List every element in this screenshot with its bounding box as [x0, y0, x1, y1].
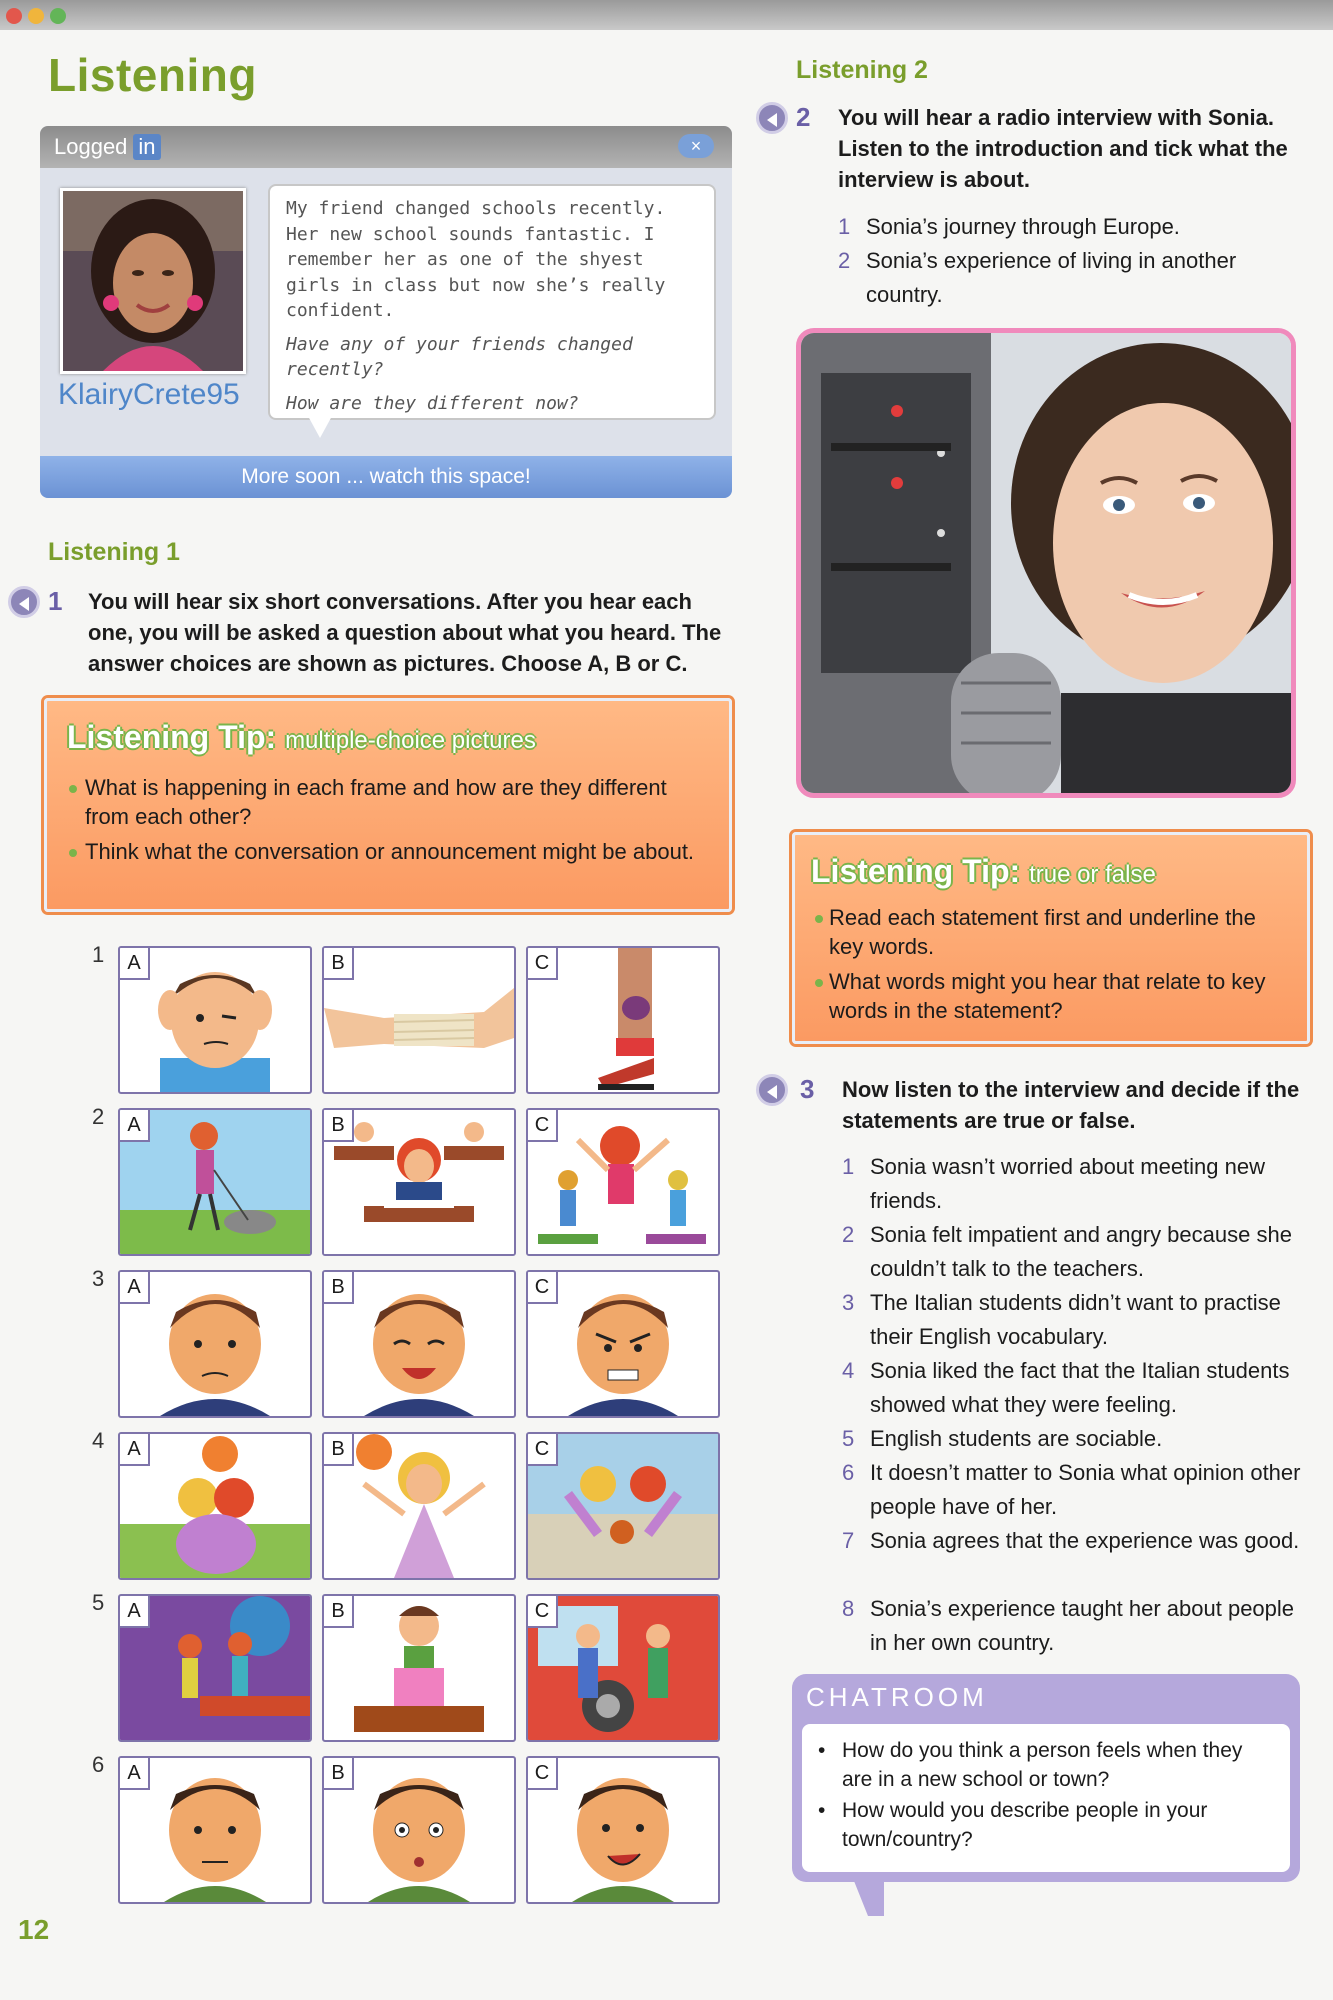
bubble-tail — [308, 416, 332, 438]
bullet-icon — [815, 979, 823, 987]
bullet-icon — [69, 785, 77, 793]
picture-option[interactable]: A — [118, 1108, 312, 1256]
tip-subtitle: true or false — [1029, 861, 1156, 888]
logged-in-panel — [40, 126, 732, 498]
exercise-instruction: You will hear six short conversations. After you hear each one, you will be asked a question about what you heard. The answer choices are shown as pictures. Choose A, B or C. — [88, 589, 722, 676]
picture-option[interactable]: A — [118, 1594, 312, 1742]
bullet-icon — [69, 849, 77, 857]
exercise-number: 2 — [796, 102, 811, 132]
picture-option[interactable]: C — [526, 1270, 720, 1418]
tip-item: What is happening in each frame and how are they different from each other? — [85, 775, 667, 829]
row-number: 3 — [92, 1266, 105, 1291]
picture-option[interactable]: A — [118, 1270, 312, 1418]
audio-speaker-icon[interactable] — [756, 102, 788, 134]
list-item: 2 Sonia felt impatient and angry because she couldn’t talk to the teachers. — [842, 1222, 1292, 1281]
in-tag: in — [133, 134, 160, 160]
list-item: 3 The Italian students didn’t want to practise their English vocabulary. — [842, 1290, 1281, 1349]
chat-question: • How would you describe people in your town/country? — [842, 1796, 1262, 1854]
picture-option[interactable]: C — [526, 1756, 720, 1904]
username[interactable]: KlairyCrete95 — [58, 378, 240, 411]
post-text: My friend changed schools recently. Her new school sounds fantastic. I remember her as one of the shyest girls in class but now she’s really confident. — [286, 198, 666, 321]
list-item: 1 Sonia wasn’t worried about meeting new friends. — [842, 1154, 1266, 1213]
exercise-number: 1 — [48, 586, 63, 616]
post-question: Have any of your friends changed recently? — [286, 333, 633, 380]
picture-option[interactable]: B — [322, 1432, 516, 1580]
list-item: 8 Sonia’s experience taught her about people in her own country. — [842, 1596, 1295, 1655]
tip-item: Think what the conversation or announcement might be about. — [85, 839, 695, 864]
picture-option[interactable]: C — [526, 1108, 720, 1256]
logged-in-header — [40, 126, 732, 168]
tip-item: Read each statement first and underline the key words. — [829, 905, 1256, 959]
picture-option[interactable]: C — [526, 1432, 720, 1580]
picture-option[interactable]: B — [322, 1594, 516, 1742]
chatroom-title: CHATROOM — [806, 1682, 988, 1712]
post-bubble — [268, 184, 716, 420]
chatroom-box — [792, 1674, 1300, 1882]
exercise-number: 3 — [800, 1074, 815, 1104]
tip-title: Listening Tip: — [67, 719, 277, 755]
picture-option[interactable]: C — [526, 946, 720, 1094]
minimize-dot-icon[interactable] — [28, 8, 44, 24]
bullet-icon — [815, 915, 823, 923]
list-item: 1 Sonia’s journey through Europe. — [838, 214, 1180, 239]
picture-option[interactable]: A — [118, 1432, 312, 1580]
list-item: 5 English students are sociable. — [842, 1426, 1163, 1451]
row-number: 4 — [92, 1428, 105, 1453]
row-number: 1 — [92, 942, 105, 967]
more-soon-banner: More soon ... watch this space! — [40, 456, 732, 498]
list-item: 2 Sonia’s experience of living in another country. — [838, 248, 1237, 307]
tip-title: Listening Tip: — [811, 853, 1021, 889]
list-item: 6 It doesn’t matter to Sonia what opinion other people have of her. — [842, 1460, 1301, 1519]
picture-option[interactable]: A — [118, 1756, 312, 1904]
picture-option[interactable]: B — [322, 946, 516, 1094]
chatroom-content — [802, 1724, 1290, 1872]
picture-option[interactable]: B — [322, 1756, 516, 1904]
radio-interview-photo — [796, 328, 1296, 798]
listening-tip-box — [792, 832, 1310, 1044]
post-question: How are they different now? — [286, 392, 579, 414]
row-number: 2 — [92, 1104, 105, 1129]
row-number: 6 — [92, 1752, 105, 1777]
picture-option[interactable]: B — [322, 1270, 516, 1418]
tip-item: What words might you hear that relate to key words in the statement? — [829, 969, 1266, 1023]
picture-option[interactable]: B — [322, 1108, 516, 1256]
chat-question: • How do you think a person feels when they are in a new school or town? — [842, 1736, 1262, 1794]
picture-option[interactable]: C — [526, 1594, 720, 1742]
exercise-instruction: You will hear a radio interview with Sonia. Listen to the introduction and tick what the interview is about. — [838, 105, 1288, 192]
row-number: 5 — [92, 1590, 105, 1615]
picture-option[interactable]: A — [118, 946, 312, 1094]
list-item: 7 Sonia agrees that the experience was good. — [842, 1528, 1300, 1553]
page-title: Listening — [48, 49, 257, 101]
audio-speaker-icon[interactable] — [756, 1074, 788, 1106]
listening-1-heading: Listening 1 — [48, 538, 180, 566]
exercise-instruction: Now listen to the interview and decide if the statements are true or false. — [842, 1077, 1300, 1133]
logged-label: Logged — [54, 134, 128, 159]
close-icon[interactable]: × — [678, 134, 714, 158]
window-top-bar — [0, 0, 1333, 30]
close-dot-icon[interactable] — [6, 8, 22, 24]
listening-tip-box — [44, 698, 732, 912]
maximize-dot-icon[interactable] — [50, 8, 66, 24]
chat-bubble-tail — [852, 1876, 884, 1916]
avatar — [60, 188, 246, 374]
listening-2-heading: Listening 2 — [796, 56, 928, 84]
audio-speaker-icon[interactable] — [8, 586, 40, 618]
tip-subtitle: multiple-choice pictures — [285, 727, 536, 754]
list-item: 4 Sonia liked the fact that the Italian students showed what they were feeling. — [842, 1358, 1290, 1417]
page-number: 12 — [18, 1914, 50, 1945]
